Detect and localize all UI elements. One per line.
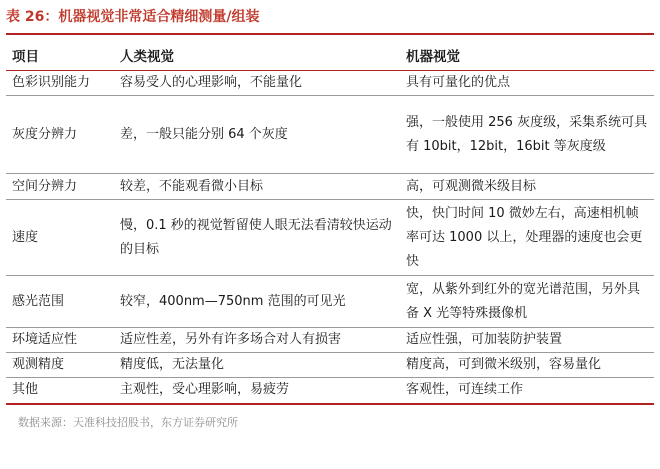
row-label: 感光范围 — [6, 276, 114, 328]
human-cell: 较差，不能观看微小目标 — [114, 174, 400, 200]
machine-cell: 宽，从紫外到红外的宽光谱范围，另外具备 X 光等特殊摄像机 — [400, 276, 654, 328]
table-row — [6, 353, 654, 378]
header-human-vision: 人类视觉 — [114, 40, 400, 71]
table-row — [6, 328, 654, 353]
header-item: 项目 — [6, 40, 114, 71]
human-cell: 慢，0.1 秒的视觉暂留使人眼无法看清较快运动的目标 — [114, 200, 400, 276]
machine-cell: 适应性强，可加装防护装置 — [400, 328, 654, 353]
human-cell: 较窄，400nm—750nm 范围的可见光 — [114, 276, 400, 328]
human-cell: 差，一般只能分别 64 个灰度 — [114, 96, 400, 174]
machine-cell: 客观性，可连续工作 — [400, 378, 654, 404]
title-divider — [6, 33, 654, 35]
human-cell: 主观性，受心理影响，易疲劳 — [114, 378, 400, 404]
row-label: 色彩识别能力 — [6, 71, 114, 96]
machine-cell: 快，快门时间 10 微妙左右，高速相机帧率可达 1000 以上，处理器的速度也会更快 — [400, 200, 654, 276]
row-label: 环境适应性 — [6, 328, 114, 353]
row-label: 速度 — [6, 200, 114, 276]
table-row — [6, 71, 654, 96]
machine-cell: 高，可观测微米级目标 — [400, 174, 654, 200]
row-label: 观测精度 — [6, 353, 114, 378]
machine-cell: 精度高，可到微米级别，容易量化 — [400, 353, 654, 378]
table-row — [6, 378, 654, 404]
human-cell: 精度低，无法量化 — [114, 353, 400, 378]
row-label: 其他 — [6, 378, 114, 404]
human-cell: 适应性差，另外有许多场合对人有损害 — [114, 328, 400, 353]
table-title: 表 26：机器视觉非常适合精细测量/组装 — [6, 9, 260, 25]
row-label: 空间分辨力 — [6, 174, 114, 200]
header-row — [6, 40, 654, 71]
header-machine-vision: 机器视觉 — [400, 40, 654, 71]
table-row — [6, 96, 654, 174]
human-cell: 容易受人的心理影响，不能量化 — [114, 71, 400, 96]
source-note: 数据来源：天准科技招股书，东方证券研究所 — [18, 416, 238, 429]
table-row — [6, 174, 654, 200]
table-row — [6, 276, 654, 328]
comparison-table — [6, 40, 654, 405]
table-row — [6, 200, 654, 276]
row-label: 灰度分辨力 — [6, 96, 114, 174]
machine-cell: 强，一般使用 256 灰度级，采集系统可具有 10bit，12bit，16bit 等灰度级 — [400, 96, 654, 174]
machine-cell: 具有可量化的优点 — [400, 71, 654, 96]
